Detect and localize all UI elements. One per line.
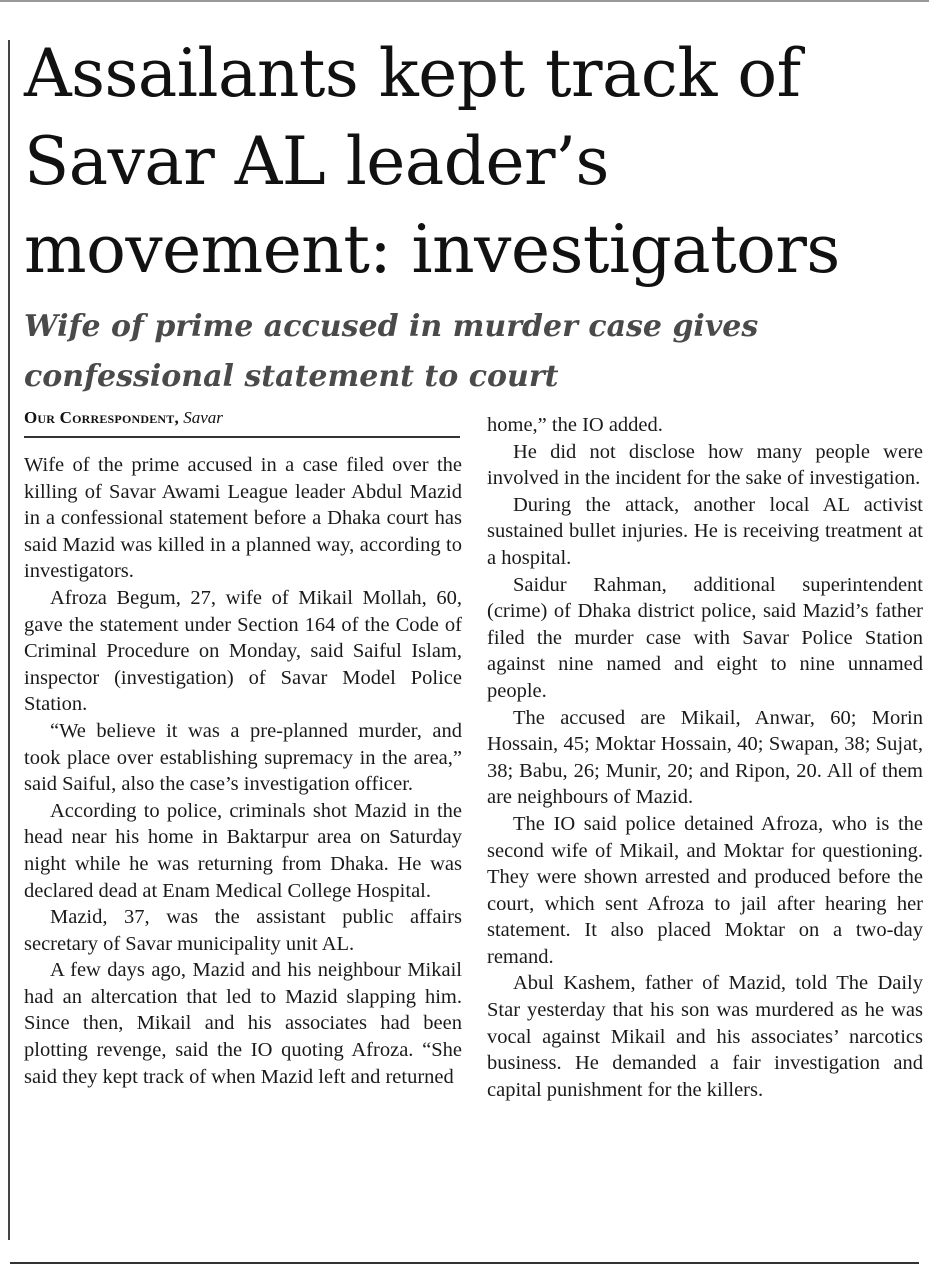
subheadline: Wife of prime accused in murder case gives confessional statement to court	[24, 309, 759, 394]
headline: Assailants kept track of Savar AL leader’s movement: investigators	[24, 35, 840, 288]
paragraph: The accused are Mikail, Anwar, 60; Morin Hossain, 45; Moktar Hossain, 40; Swapan, 38; Sujat, 38; Babu, 26; Munir, 20; and Ripon, 20. All of them are neighbours of Mazid.	[487, 706, 923, 809]
byline-divider	[24, 436, 460, 438]
paragraph: Wife of the prime accused in a case filed over the killing of Savar Awami League leader Abdul Mazid in a confessional statement before a Dhaka court has said Mazid was killed in a planned way, according to investigators.	[24, 454, 462, 583]
paragraph: The IO said police detained Afroza, who is the second wife of Mikail, and Moktar for questioning. They were shown arrested and produced before the court, which sent Afroza to jail after hearing her statement. It also placed Moktar on a two-day remand.	[487, 812, 923, 968]
left-border-rule	[8, 40, 10, 1240]
bottom-border-rule	[10, 1262, 919, 1264]
article-column-left	[24, 452, 462, 1090]
byline-name: Our Correspondent,	[24, 408, 179, 427]
paragraph: A few days ago, Mazid and his neighbour Mikail had an altercation that led to Mazid slapping him. Since then, Mikail and his associates had been plotting revenge, said the IO quoting Afroza. “She said they kept track of when Mazid left and returned	[24, 959, 462, 1088]
paragraph: He did not disclose how many people were involved in the incident for the sake of investigation.	[487, 440, 923, 490]
paragraph: According to police, criminals shot Mazid in the head near his home in Baktarpur area on Saturday night while he was returning from Dhaka. He was declared dead at Enam Medical College Hospital.	[24, 799, 462, 902]
paragraph: home,” the IO added.	[487, 414, 663, 436]
byline	[24, 408, 464, 428]
paragraph: Afroza Begum, 27, wife of Mikail Mollah, 60, gave the statement under Section 164 of the Code of Criminal Procedure on Monday, said Saiful Islam, inspector (investigation) of Savar Model Police Station.	[24, 586, 462, 716]
byline-place: Savar	[183, 408, 223, 427]
paragraph: Mazid, 37, was the assistant public affairs secretary of Savar municipality unit AL.	[24, 906, 462, 955]
paragraph: “We believe it was a pre-planned murder, and took place over establishing supremacy in the area,” said Saiful, also the case’s investigation officer.	[24, 719, 462, 796]
article-column-right	[487, 412, 923, 1103]
paragraph: Abul Kashem, father of Mazid, told The Daily Star yesterday that his son was murdered as he was vocal against Mikail and his associates’ narcotics business. He demanded a fair investigation and capital punishment for the killers.	[487, 972, 923, 1101]
top-border-rule	[0, 0, 929, 2]
paragraph: Saidur Rahman, additional superintendent (crime) of Dhaka district police, said Mazid’s father filed the murder case with Savar Police Station against nine named and eight to nine unnamed people.	[487, 573, 923, 702]
paragraph: During the attack, another local AL activist sustained bullet injuries. He is receiving treatment at a hospital.	[487, 493, 923, 569]
